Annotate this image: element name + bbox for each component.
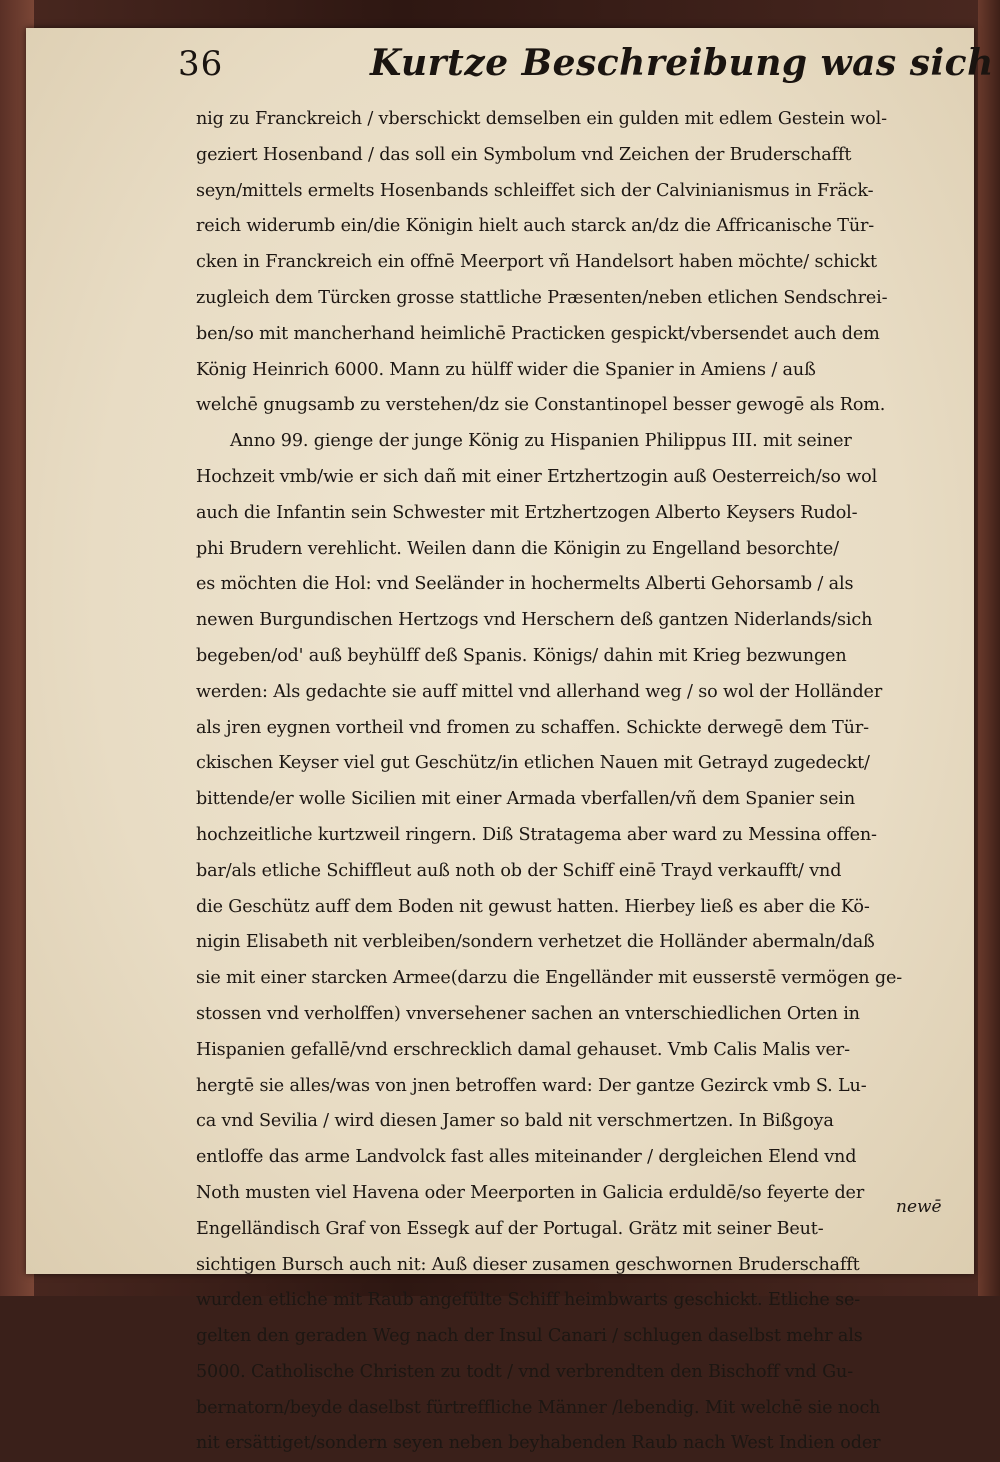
text-line: hochzeitliche kurtzweil ringern. Diß Stratagema aber ward zu Messina offen-	[196, 824, 877, 845]
text-line: ckischen Keyser viel gut Geschütz/in etlichen Nauen mit Getrayd zugedeckt/	[196, 753, 870, 774]
text-line: cken in Franckreich ein offnē Meerport vñ Handelsort haben möchte/ schickt	[196, 252, 877, 273]
text-line: welchē gnugsamb zu verstehen/dz sie Constantinopel besser gewogē als Rom.	[196, 395, 886, 416]
text-line: König Heinrich 6000. Mann zu hülff wider die Spanier in Amiens / auß	[196, 359, 816, 380]
text-line: Hispanien gefallē/vnd erschrecklich damal gehauset. Vmb Calis Malis ver-	[196, 1039, 850, 1060]
text-line: stossen vnd verholffen) vnversehener sachen an vnterschiedlichen Orten in	[196, 1003, 860, 1024]
text-line: als jren eygnen vortheil vnd fromen zu schaffen. Schickte derwegē dem Tür-	[196, 717, 869, 738]
text-line: seyn/mittels ermelts Hosenbands schleiffet sich der Calvinianismus in Fräck-	[196, 180, 874, 201]
text-line: Noth musten viel Havena oder Meerporten in Galicia erduldē/so feyerte der	[196, 1182, 865, 1203]
text-line: zugleich dem Türcken grosse stattliche Præsenten/neben etlichen Sendschrei-	[196, 287, 888, 308]
text-line: newen Burgundischen Hertzogs vnd Herschern deß gantzen Niderlands/sich	[196, 610, 873, 631]
catchword: newē	[896, 1197, 942, 1217]
text-line: ben/so mit mancherhand heimlichē Practicken gespickt/vbersendet auch dem	[196, 323, 880, 344]
text-line: 5000. Catholische Christen zu todt / vnd verbrendten den Bischoff vnd Gu-	[196, 1361, 853, 1382]
body-text	[196, 102, 944, 1462]
text-line: sie mit einer starcken Armee(darzu die Engelländer mit eusserstē vermögen ge-	[196, 968, 903, 989]
text-line: es möchten die Hol: vnd Seeländer in hochermelts Alberti Gehorsamb / als	[196, 574, 854, 595]
text-line: gelten den geraden Weg nach der Insul Canari / schlugen daselbst mehr als	[196, 1326, 863, 1347]
running-head: Kurtze Beschreibung was sich	[370, 42, 994, 84]
text-line: bar/als etliche Schiffleut auß noth ob der Schiff einē Trayd verkaufft/ vnd	[196, 860, 842, 881]
text-line: hergtē sie alles/was von jnen betroffen ward: Der gantze Gezirck vmb S. Lu-	[196, 1075, 867, 1096]
text-line: werden: Als gedachte sie auff mittel vnd allerhand weg / so wol der Holländer	[196, 681, 883, 702]
text-line: Engelländisch Graf von Essegk auf der Portugal. Grätz mit seiner Beut-	[196, 1218, 824, 1239]
text-line: nit ersättiget/sondern seyen neben beyhabenden Raub nach West Indien oder	[196, 1433, 881, 1454]
text-line: bernatorn/beyde daselbst fürtreffliche Männer /lebendig. Mit welchē sie noch	[196, 1397, 881, 1418]
text-line: entloffe das arme Landvolck fast alles miteinander / dergleichen Elend vnd	[196, 1147, 857, 1168]
text-line: nig zu Franckreich / vberschickt demselben ein gulden mit edlem Gestein wol-	[196, 109, 887, 129]
text-line: auch die Infantin sein Schwester mit Ertzhertzogen Alberto Keysers Rudol-	[196, 502, 858, 523]
text-line: geziert Hosenband / das soll ein Symbolum vnd Zeichen der Bruderschafft	[196, 144, 852, 165]
book-edge-right	[978, 0, 1000, 1296]
text-line: wurden etliche mit Raub angefülte Schiff heimbwarts geschickt. Etliche se-	[196, 1290, 861, 1311]
text-line: die Geschütz auff dem Boden nit gewust hatten. Hierbey ließ es aber die Kö-	[196, 896, 870, 917]
text-line: nigin Elisabeth nit verbleiben/sondern verhetzet die Holländer abermaln/daß	[196, 932, 875, 953]
text-line: bittende/er wolle Sicilien mit einer Armada vberfallen/vñ dem Spanier sein	[196, 789, 856, 810]
text-line-paragraph-start: Anno 99. gienge der junge König zu Hispanien Philippus III. mit seiner	[230, 431, 852, 452]
text-line: reich widerumb ein/die Königin hielt auch starck an/dz die Affricanische Tür-	[196, 216, 875, 237]
text-line: begeben/od' auß beyhülff deß Spanis. Königs/ dahin mit Krieg bezwungen	[196, 645, 847, 666]
text-line: sichtigen Bursch auch nit: Auß dieser zusamen geschwornen Bruderschafft	[196, 1254, 860, 1275]
page-number: 36	[178, 44, 224, 84]
text-line: ca vnd Sevilia / wird diesen Jamer so bald nit verschmertzen. In Bißgoya	[196, 1111, 834, 1132]
text-line: phi Brudern verehlicht. Weilen dann die Königin zu Engelland besorchte/	[196, 538, 839, 559]
text-line: Hochzeit vmb/wie er sich dañ mit einer Ertzhertzogin auß Oesterreich/so wol	[196, 466, 878, 487]
